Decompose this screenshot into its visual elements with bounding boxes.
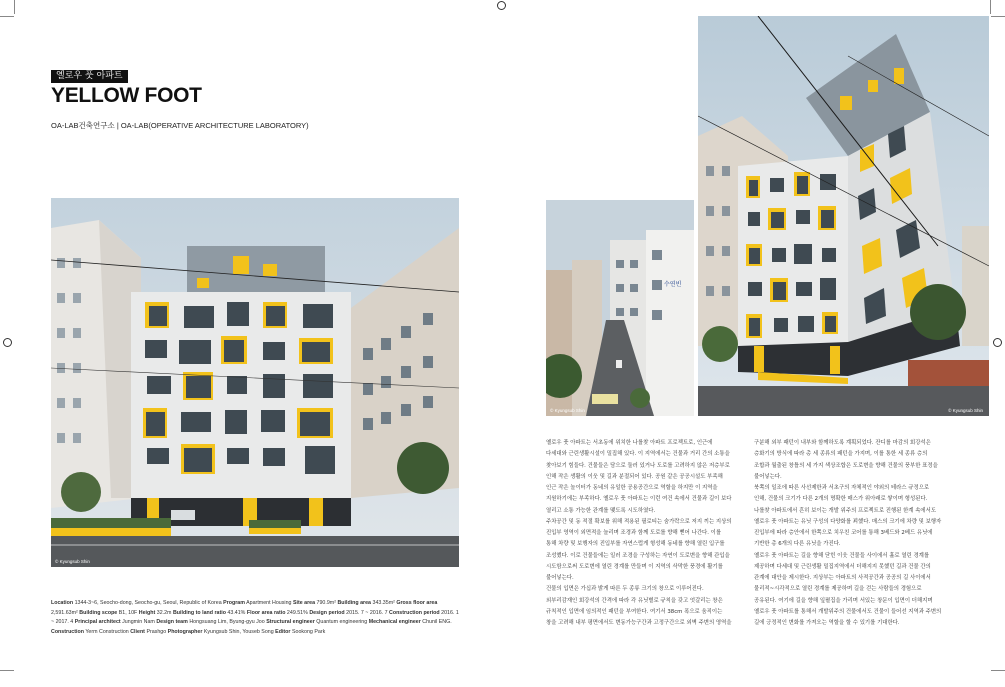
meta-label: Gross floor area xyxy=(396,600,438,606)
shop-sign: 수연빈 xyxy=(664,281,682,288)
body-text-line: 공유된다. 여기에 길을 향해 잎펼집을 가리며 서있는 창문이 입면이 더해지며 xyxy=(754,597,933,604)
project-tag: 옐로우 풋 아파트 xyxy=(51,70,128,83)
meta-label: Editor xyxy=(275,628,291,635)
meta-label: Photographer xyxy=(167,628,203,635)
building-facade-illustration xyxy=(51,198,459,567)
meta-value: B1, 10F xyxy=(118,609,138,616)
registration-mark-top xyxy=(497,1,506,10)
page-title: YELLOW FOOT xyxy=(51,84,202,107)
meta-value: 1344-3~6, Seocho-dong, Seocho-gu, Seoul, Republic of Korea xyxy=(74,600,222,606)
registration-mark-left xyxy=(3,338,12,347)
body-text-line: 건물의 입면은 가십과 밝게 따른 두 종류 크기의 창으로 이루어진다. xyxy=(546,586,704,593)
meta-label: Structural engineer xyxy=(266,619,315,625)
meta-value: 249.51% xyxy=(286,609,308,616)
body-text-right xyxy=(754,438,969,629)
body-text-line: 조합과 월출된 창틀의 세 가지 색상조합은 도로변을 향해 건물의 풍부한 표정을 xyxy=(754,462,938,469)
meta-label: Design team xyxy=(156,619,188,625)
meta-label: Height xyxy=(138,609,156,616)
body-text-line: 열리고 소통 가능한 관계를 맺도록 시도하였다. xyxy=(546,507,656,514)
registration-mark-right xyxy=(993,338,1002,347)
meta-value: 32.2m xyxy=(156,609,172,616)
body-text-line: 주차공간 및 동 적절 확보를 위해 적용된 필로티는 숨가락으로 저지 끼는 지상의 xyxy=(546,518,732,525)
meta-value: Prashgo xyxy=(146,628,167,635)
crop-mark xyxy=(991,16,1005,17)
body-text-line: 통해 차량 및 보행자의 진입부를 자연스럽게 형성해 동네를 향해 열린 입구를 xyxy=(546,541,725,548)
body-text-line: 관계에 대안을 제시한다. 지상부는 아파트의 사적공간과 공공의 길 사이에서 xyxy=(754,575,931,581)
body-text-line: 옐로우 풋 아파트는 서초동에 위치한 나를찾 아파트 프로젝트로, 인근에 xyxy=(546,440,713,446)
meta-label: Building to land ratio xyxy=(172,609,226,616)
crop-mark xyxy=(990,0,991,14)
meta-value: Jungmin Nam xyxy=(122,619,155,625)
meta-label: Floor area ratio xyxy=(246,609,286,616)
meta-label: Construction period xyxy=(389,609,440,616)
body-text-line: 북쪽의 일조에 따른 사선제한과 서초구의 자체적인 야외의 테라스 규정으로 xyxy=(754,485,930,491)
street-illustration xyxy=(546,200,694,416)
meta-value: 2015. 7 ~ 2016. 7 xyxy=(346,609,388,616)
photo-credit: © Kyungsub Shin xyxy=(948,408,983,413)
body-text-line: 인해 작은 생활의 이웃 및 길과 분절되어 있다. 공원 같은 공공시설도 부족해 xyxy=(546,473,723,480)
body-text-line: 진입부에 따라 층안에서 한쪽으로 치우친 코어를 통해 3베드와 2베드 유닛에 xyxy=(754,530,933,536)
crop-mark xyxy=(14,0,15,14)
meta-value: Quantum engineering xyxy=(316,619,368,625)
body-text-line: 옐로우 풋 아파트를 통해서 개발위주의 건물에서도 건물이 들어선 지역과 주변의 xyxy=(754,608,942,615)
meta-value: Kyungsub Shin, Youseb Song xyxy=(203,628,274,635)
crop-mark xyxy=(0,670,14,671)
meta-label: Building scope xyxy=(79,609,118,616)
body-text-line: 조성했다. 이로 건물들에는 일러 조경을 구성하는 자연이 도로변을 향해 관입을 xyxy=(546,552,730,559)
meta-value: Chunil ENG. xyxy=(422,619,452,625)
meta-value: 2,591.63m² xyxy=(51,609,78,616)
body-text-line: 찾아보기 힘들다. 건물들은 담으로 둘러 있거나 도로를 고려하지 않은 저층부로 xyxy=(546,462,730,469)
body-text-line: 외부리감재인 회강석의 간격에 따라 각 유닛별로 규칙을 갖고 엇갈리는 창은 xyxy=(546,597,723,604)
project-metadata xyxy=(51,599,461,637)
body-text-line: 제공하며 다세대 및 근린생활 밀집지역에서 더해지지 못했던 길과 건물 간의 xyxy=(754,563,931,570)
corner-building-illustration xyxy=(698,16,989,416)
main-building-photo xyxy=(51,198,459,567)
architect-firm: OA-LAB건축연구소 | OA-LAB(OPERATIVE ARCHITECTURE LABORATORY) xyxy=(51,121,309,130)
body-text-line: 지원하기에는 부족하다. 옐로우 풋 아파트는 이런 여건 속에서 건물과 길이 보다 xyxy=(546,496,732,503)
body-text-line: 길에 긍정적인 변화를 가져오는 역할을 할 수 있기를 기대한다. xyxy=(754,620,900,626)
body-text-line: 나를찾 아파트에서 흔히 보이는 개발 위주의 프로젝트로 진행된 한계 속에서도 xyxy=(754,507,937,514)
meta-label: Building area xyxy=(337,600,372,606)
body-text-left xyxy=(546,438,761,629)
street-view-photo xyxy=(546,200,694,416)
crop-mark xyxy=(0,16,14,17)
meta-value: 790.9m² xyxy=(316,600,336,606)
body-text-line: 규칙적인 입면에 임의적인 패턴을 부여한다. 여기서 38cm 폭으로 움직이는 xyxy=(546,608,723,615)
meta-label: Design period xyxy=(309,609,345,616)
meta-label: Mechanical engineer xyxy=(368,619,421,625)
meta-value: 343.35m² xyxy=(372,600,395,606)
body-text-line: 구분해 외부 패턴이 내부와 함께하도록 계획되었다. 잔디를 마감의 회강석은 xyxy=(754,440,931,446)
body-text-line: 불어넣는다. xyxy=(546,575,574,581)
body-text-line: 층화기의 방식에 따라 총 세 종류의 패턴을 가지며, 이를 통한 세 종류 층의 xyxy=(754,451,928,458)
meta-value: Yerm Construction xyxy=(85,628,129,635)
body-text-line: 불어넣는다. xyxy=(754,473,782,480)
meta-label: Principal architect xyxy=(74,619,121,625)
meta-value: Sookong Park xyxy=(291,628,326,635)
body-text-line: 인근 작은 놀이터가 동네의 유일한 공용공간으로 역할을 하지만 이 지역을 xyxy=(546,485,718,491)
body-text-line: 인해, 건물의 크기가 다른 2개의 명확한 매스가 위아래로 쌓이며 형성된다. xyxy=(754,496,928,503)
body-text-line: 옐로우 풋 아파트는 길을 향해 닫힌 이웃 건물들 사이에서 흘로 열린 경계를 xyxy=(754,552,930,559)
body-text-line: 옐로우 풋 아파트는 유닛 구성의 다양화를 꾀했다. 매스의 크기에 차량 및 보행자 xyxy=(754,518,942,525)
meta-label: Site area xyxy=(292,600,316,606)
meta-value: Hongsuang Lim, Byung-gyu Joo xyxy=(189,619,265,625)
meta-value: 43.41% xyxy=(227,609,246,616)
meta-value: 2016. 1 ~ 2017. 4 xyxy=(51,609,459,625)
photo-credit: © Kyungsub Shin xyxy=(55,559,90,564)
meta-label: Program xyxy=(223,600,245,606)
photo-credit: © Kyungsub Shin xyxy=(550,408,585,413)
body-text-line: 시도함으로써 도로변에 열린 경계를 만들며 이 지역의 삭막한 풍경에 활기를 xyxy=(546,563,723,570)
body-text-line: 창을 고려해 내부 평면에서도 변동가능구간과 고정구간으로 외벽 주변의 영역을 xyxy=(546,620,732,626)
body-text-line: 물리적~시각적으로 열린 경계를 제공하며 길을 걷는 사람들의 경험으로 xyxy=(754,586,922,593)
meta-label: Construction xyxy=(51,628,84,635)
body-text-line: 진입부 영역이 외면적을 늘리며 조경과 함께 도로를 향해 뻗어 나간다. 이를 xyxy=(546,530,722,536)
meta-label: Location xyxy=(51,600,74,606)
crop-mark xyxy=(991,670,1005,671)
corner-view-photo xyxy=(698,16,989,416)
meta-value: Apartment Housing xyxy=(246,600,292,606)
body-text-line: 기반한 총 6개의 다른 유닛을 가진다. xyxy=(754,541,841,548)
body-text-line: 다세대와 근린생활시설이 밀집해 있다. 이 지역에서는 건물과 거리 간의 소통을 xyxy=(546,451,730,458)
meta-label: Client xyxy=(130,628,145,635)
